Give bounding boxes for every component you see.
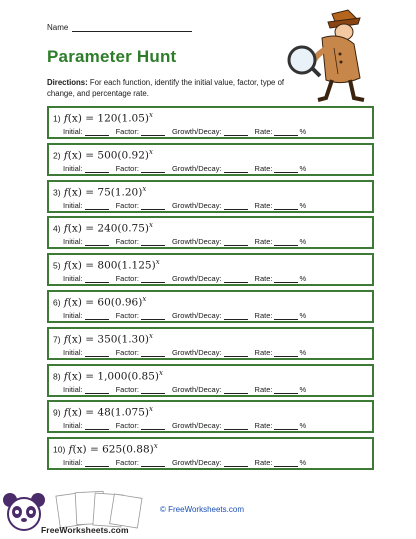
- rate-label: Rate:: [254, 347, 273, 357]
- exponent: x: [149, 111, 153, 119]
- rate-label: Rate:: [254, 384, 273, 394]
- rate-label: Rate:: [254, 310, 273, 320]
- growth-decay-blank[interactable]: [224, 165, 248, 173]
- rate-label: Rate:: [254, 421, 273, 431]
- answer-fields: [63, 348, 306, 357]
- exponent: x: [149, 331, 153, 340]
- initial-label: Initial:: [63, 347, 83, 357]
- problem-row: [47, 180, 374, 213]
- initial-label: Initial:: [63, 384, 83, 394]
- percent-sign: %: [299, 384, 307, 394]
- growth-decay-blank[interactable]: [224, 312, 248, 320]
- problem-number: 5): [53, 260, 61, 271]
- equation: [53, 258, 160, 272]
- rate-blank[interactable]: [274, 422, 298, 430]
- percent-sign: %: [299, 127, 307, 136]
- logo-text: FreeWorksheets.com: [41, 525, 129, 535]
- function-name: f: [63, 333, 68, 346]
- growth-decay-label: Growth/Decay:: [171, 237, 222, 247]
- exponent: x: [155, 258, 160, 267]
- exponent: x: [142, 184, 147, 193]
- problem-row: [47, 106, 374, 139]
- growth-decay-blank[interactable]: [224, 422, 248, 430]
- initial-blank[interactable]: [85, 238, 109, 246]
- answer-fields: [63, 421, 306, 430]
- factor-label: Factor:: [115, 458, 139, 468]
- rate-blank[interactable]: [274, 275, 298, 283]
- function-name: f: [68, 443, 73, 456]
- function-name: f: [63, 149, 68, 162]
- function-body: (x) = 350(1.30): [67, 333, 149, 346]
- directions: [47, 77, 287, 99]
- function-body: (x) = 800(1.125): [67, 259, 156, 272]
- initial-label: Initial:: [63, 458, 83, 468]
- rate-blank[interactable]: [274, 459, 298, 467]
- rate-blank[interactable]: [274, 128, 298, 136]
- function-body: (x) = 625(0.88): [72, 443, 154, 456]
- factor-label: Factor:: [115, 237, 139, 247]
- factor-blank[interactable]: [141, 349, 165, 357]
- equation: [53, 332, 153, 346]
- growth-decay-blank[interactable]: [224, 386, 248, 394]
- growth-decay-blank[interactable]: [224, 275, 248, 283]
- initial-label: Initial:: [63, 310, 83, 320]
- growth-decay-blank[interactable]: [224, 349, 248, 357]
- exponent: x: [142, 294, 147, 303]
- initial-blank[interactable]: [85, 459, 109, 467]
- function-name: f: [63, 296, 68, 309]
- function-body: (x) = 60(0.96): [67, 296, 143, 309]
- problem-row: [47, 437, 374, 470]
- rate-blank[interactable]: [274, 165, 298, 173]
- factor-label: Factor:: [115, 384, 139, 394]
- rate-blank[interactable]: [274, 312, 298, 320]
- factor-blank[interactable]: [141, 165, 165, 173]
- answer-fields: [63, 385, 306, 394]
- page-title: Parameter Hunt: [47, 47, 177, 66]
- factor-blank[interactable]: [141, 238, 165, 246]
- exponent: x: [149, 405, 153, 414]
- exponent: x: [159, 368, 163, 377]
- function-name: f: [63, 186, 68, 199]
- function-name: f: [63, 222, 68, 235]
- percent-sign: %: [299, 310, 307, 320]
- function-name: f: [63, 406, 68, 419]
- detective-icon: [282, 8, 372, 106]
- answer-fields: [63, 127, 306, 136]
- factor-blank[interactable]: [141, 422, 165, 430]
- rate-blank[interactable]: [274, 238, 298, 246]
- factor-label: Factor:: [115, 274, 139, 284]
- problem-row: [47, 327, 374, 360]
- footer-link[interactable]: © FreeWorksheets.com: [160, 505, 244, 514]
- growth-decay-label: Growth/Decay:: [171, 347, 222, 357]
- factor-blank[interactable]: [141, 386, 165, 394]
- problem-row: [47, 400, 374, 433]
- factor-label: Factor:: [115, 310, 139, 320]
- directions-label: Directions:: [47, 78, 88, 87]
- equation: [53, 369, 163, 383]
- growth-decay-label: Growth/Decay:: [171, 384, 222, 394]
- growth-decay-blank[interactable]: [224, 459, 248, 467]
- equation: [53, 185, 146, 199]
- function-name: f: [63, 259, 68, 272]
- function-body: (x) = 120(1.05): [67, 112, 149, 125]
- initial-blank[interactable]: [85, 275, 109, 283]
- problem-number: 6): [53, 297, 61, 308]
- function-body: (x) = 75(1.20): [67, 186, 143, 199]
- rate-blank[interactable]: [274, 386, 298, 394]
- problem-number: 1): [53, 113, 61, 124]
- problem-row: [47, 253, 374, 286]
- function-body: (x) = 1,000(0.85): [67, 370, 160, 383]
- factor-blank[interactable]: [141, 128, 165, 136]
- name-blank[interactable]: [72, 23, 192, 32]
- rate-blank[interactable]: [274, 202, 298, 210]
- rate-label: Rate:: [254, 127, 273, 136]
- answer-fields: [63, 311, 306, 320]
- rate-label: Rate:: [254, 458, 273, 468]
- exponent: x: [149, 147, 153, 156]
- problem-number: 3): [53, 187, 61, 198]
- factor-label: Factor:: [115, 347, 139, 357]
- name-row: [47, 23, 192, 32]
- equation: [53, 295, 146, 309]
- problem-number: 8): [53, 371, 61, 382]
- problem-number: 2): [53, 150, 61, 161]
- function-body: (x) = 48(1.075): [67, 406, 149, 419]
- rate-label: Rate:: [254, 200, 273, 210]
- problem-row: [47, 364, 374, 397]
- function-body: (x) = 240(0.75): [67, 222, 149, 235]
- problem-number: 9): [53, 407, 61, 418]
- initial-label: Initial:: [63, 200, 83, 210]
- equation: [53, 221, 153, 235]
- percent-sign: %: [299, 458, 307, 468]
- rate-label: Rate:: [254, 237, 273, 247]
- initial-blank[interactable]: [85, 386, 109, 394]
- initial-blank[interactable]: [85, 312, 109, 320]
- function-body: (x) = 500(0.92): [67, 149, 149, 162]
- percent-sign: %: [299, 347, 307, 357]
- factor-blank[interactable]: [141, 312, 165, 320]
- initial-label: Initial:: [63, 163, 83, 173]
- rate-label: Rate:: [254, 274, 273, 284]
- answer-fields: [63, 274, 306, 283]
- initial-label: Initial:: [63, 421, 83, 431]
- factor-label: Factor:: [115, 200, 139, 210]
- equation: [53, 111, 153, 125]
- initial-blank[interactable]: [85, 165, 109, 173]
- factor-blank[interactable]: [141, 459, 165, 467]
- problem-list: [47, 106, 374, 474]
- initial-blank[interactable]: [85, 202, 109, 210]
- name-label: Name: [47, 23, 69, 32]
- initial-blank[interactable]: [85, 128, 109, 136]
- answer-fields: [63, 237, 306, 246]
- rate-blank[interactable]: [274, 349, 298, 357]
- growth-decay-blank[interactable]: [224, 238, 248, 246]
- factor-label: Factor:: [115, 421, 139, 431]
- exponent: x: [149, 221, 153, 230]
- growth-decay-label: Growth/Decay:: [171, 200, 222, 210]
- equation: [53, 442, 158, 456]
- equation: [53, 405, 153, 419]
- initial-blank[interactable]: [85, 349, 109, 357]
- directions-text: For each function, identify the initial value, factor, type of change, and percentage rate.: [47, 78, 285, 98]
- answer-fields: [63, 164, 306, 173]
- initial-label: Initial:: [63, 127, 83, 136]
- growth-decay-label: Growth/Decay:: [171, 310, 222, 320]
- magnifying-glass-icon: [289, 47, 320, 76]
- growth-decay-blank[interactable]: [224, 128, 248, 136]
- growth-decay-blank[interactable]: [224, 202, 248, 210]
- problem-row: [47, 290, 374, 323]
- function-name: f: [63, 112, 68, 125]
- exponent: x: [153, 442, 158, 451]
- rate-label: Rate:: [254, 163, 273, 173]
- function-name: f: [63, 370, 68, 383]
- equation: [53, 148, 153, 162]
- factor-label: Factor:: [115, 163, 139, 173]
- percent-sign: %: [299, 421, 307, 431]
- initial-label: Initial:: [63, 274, 83, 284]
- problem-number: 10): [53, 444, 66, 455]
- answer-fields: [63, 201, 306, 210]
- problem-row: [47, 143, 374, 176]
- problem-row: [47, 216, 374, 249]
- percent-sign: %: [299, 163, 307, 173]
- problem-number: 4): [53, 223, 61, 234]
- growth-decay-label: Growth/Decay:: [171, 163, 222, 173]
- problem-number: 7): [53, 334, 61, 345]
- factor-label: Factor:: [115, 127, 139, 136]
- growth-decay-label: Growth/Decay:: [171, 421, 222, 431]
- percent-sign: %: [299, 200, 307, 210]
- percent-sign: %: [299, 274, 307, 284]
- percent-sign: %: [299, 237, 307, 247]
- growth-decay-label: Growth/Decay:: [171, 127, 222, 136]
- factor-blank[interactable]: [141, 202, 165, 210]
- growth-decay-label: Growth/Decay:: [171, 274, 222, 284]
- growth-decay-label: Growth/Decay:: [171, 458, 222, 468]
- initial-blank[interactable]: [85, 422, 109, 430]
- initial-label: Initial:: [63, 237, 83, 247]
- factor-blank[interactable]: [141, 275, 165, 283]
- answer-fields: [63, 458, 306, 467]
